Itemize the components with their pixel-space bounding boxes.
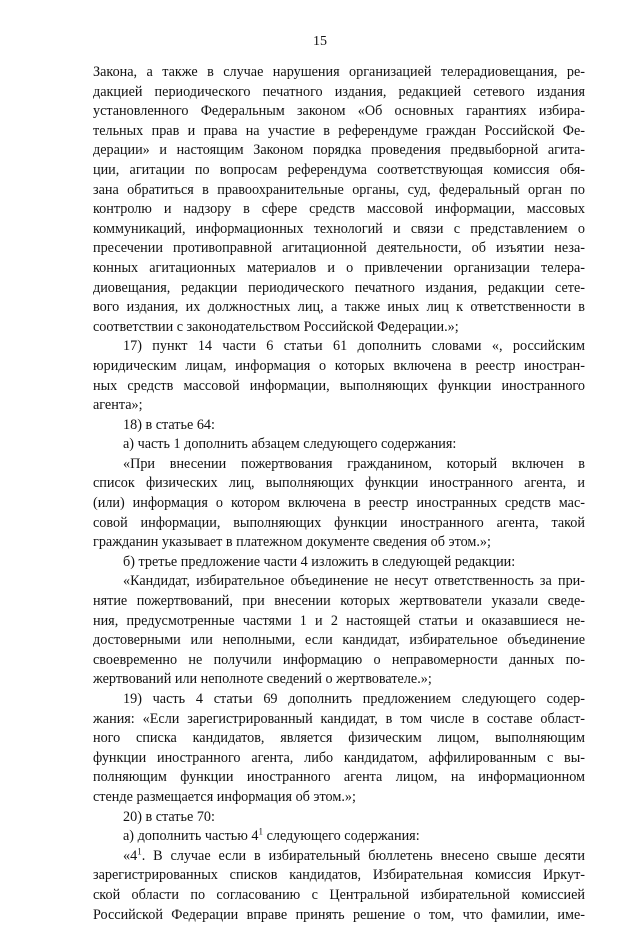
text-line: ния, предусмотренные частями 1 и 2 настоящей статьи и оказавшиеся не- bbox=[93, 612, 585, 629]
text-line: ции, агитации по вопросам референдума соответствующая комиссия обя- bbox=[93, 161, 585, 178]
text-line: б) третье предложение части 4 изложить в следующей редакции: bbox=[123, 553, 516, 570]
text-line: юридическим лицам, информация о которых включена в реестр иностран- bbox=[93, 357, 585, 374]
text-fragment: следующего содержания: bbox=[263, 828, 420, 845]
text-line: жания: «Если зарегистрированный кандидат, в том числе в составе област- bbox=[93, 710, 585, 727]
text-line: контролю и надзору в сфере средств массовой информации, массовых bbox=[93, 201, 585, 218]
paragraph-item-18a bbox=[93, 435, 585, 455]
paragraph-quote-part-4-1 bbox=[93, 847, 585, 925]
text-line: «Кандидат, избирательное объединение не несут ответственность за при- bbox=[123, 573, 585, 590]
text-line: ской области по согласованию с Центральной избирательной комиссией bbox=[93, 886, 585, 903]
text-line: достоверными или неполными, если кандидат, избирательное объединение bbox=[93, 632, 585, 649]
text-line: установленного Федеральным законом «Об основных гарантиях избира- bbox=[93, 103, 585, 120]
text-fragment: . В случае если в избирательный бюллетень внесено свыше десяти bbox=[141, 847, 585, 864]
superscript: 1 bbox=[258, 826, 264, 837]
body-text bbox=[93, 63, 585, 925]
text-fragment: «4 bbox=[123, 847, 138, 864]
text-line: зана обратиться в правоохранительные органы, суд, федеральный орган по bbox=[93, 181, 585, 198]
text-line: зарегистрированных списков кандидатов, Избирательная комиссия Иркут- bbox=[93, 867, 585, 884]
paragraph-quote-donation bbox=[93, 455, 585, 553]
text-line: полняющим функции иностранного агента лицом, на информационном bbox=[93, 769, 585, 786]
paragraph-item-20a bbox=[93, 827, 585, 847]
text-line: вого издания, их должностных лиц, а также иных лиц к ответственности в bbox=[93, 299, 585, 316]
text-line: Российской Федерации вправе принять решение о том, что фамилии, име- bbox=[93, 906, 585, 923]
text-line: Закона, а также в случае нарушения организацией телерадиовещания, ре- bbox=[93, 64, 585, 80]
text-line: совой информации, выполняющих функции иностранного агента, такой bbox=[93, 514, 585, 531]
text-line: дакцией периодического печатного издания, редакцией сетевого издания bbox=[93, 83, 585, 100]
text-line: список физических лиц, выполняющих функции иностранного агента, и bbox=[93, 475, 585, 492]
text-line: агента»; bbox=[93, 397, 143, 414]
paragraph-item-20 bbox=[93, 808, 585, 828]
text-line: нятие пожертвований, при внесении которых жертвователи указали сведе- bbox=[93, 593, 585, 610]
paragraph-item-18b bbox=[93, 553, 585, 573]
text-fragment: а) дополнить частью 4 bbox=[123, 828, 259, 845]
text-line bbox=[93, 847, 585, 867]
text-line: «При внесении пожертвования гражданином, который включен в bbox=[123, 455, 585, 472]
text-line: 20) в статье 70: bbox=[123, 808, 215, 825]
text-line: диовещания, редакции периодического печатного издания, редакции сете- bbox=[93, 279, 585, 296]
paragraph-law-violation bbox=[93, 63, 585, 337]
paragraph-item-19 bbox=[93, 690, 585, 808]
text-line: ных средств массовой информации, выполняющих функции иностранного bbox=[93, 377, 585, 394]
paragraph-quote-candidate bbox=[93, 572, 585, 690]
text-line: гражданин указывает в платежном документе сведения об этом.»; bbox=[93, 534, 491, 551]
text-line: своевременно не получили информацию о неправомерности данных по- bbox=[93, 651, 585, 668]
text-line: соответствии с законодательством Российской Федерации.»; bbox=[93, 318, 459, 335]
text-line: дерации» и настоящим Законом порядка проведения предвыборной агита- bbox=[93, 142, 585, 159]
text-line: функции иностранного агента, либо кандидатом, аффилированным с вы- bbox=[93, 749, 585, 766]
text-line: коммуникаций, информационных технологий и связи с представлением о bbox=[93, 220, 585, 237]
text-line: тельных прав и права на участие в референдуме граждан Российской Фе- bbox=[93, 122, 585, 139]
text-line: 19) часть 4 статьи 69 дополнить предложением следующего содер- bbox=[123, 691, 585, 707]
text-line: ного списка кандидатов, является физическим лицом, выполняющим bbox=[93, 730, 585, 747]
text-line bbox=[93, 827, 585, 847]
text-line: жертвований или неполноте сведений о жертвователе.»; bbox=[93, 671, 432, 688]
paragraph-item-17 bbox=[93, 337, 585, 415]
text-line: пресечении противоправной агитационной деятельности, об изъятии неза- bbox=[93, 240, 585, 257]
text-line: 17) пункт 14 части 6 статьи 61 дополнить словами «, российским bbox=[123, 338, 585, 355]
superscript: 1 bbox=[137, 846, 142, 857]
text-line: конных агитационных материалов и о привлечении организации телера- bbox=[93, 259, 585, 276]
text-line: стенде размещается информация об этом.»; bbox=[93, 788, 356, 805]
text-line: (или) информация о котором включена в реестр иностранных средств мас- bbox=[93, 495, 585, 512]
paragraph-item-18 bbox=[93, 416, 585, 436]
text-line: а) часть 1 дополнить абзацем следующего содержания: bbox=[123, 436, 457, 453]
page-number: 15 bbox=[313, 34, 327, 49]
text-line: 18) в статье 64: bbox=[123, 416, 215, 433]
